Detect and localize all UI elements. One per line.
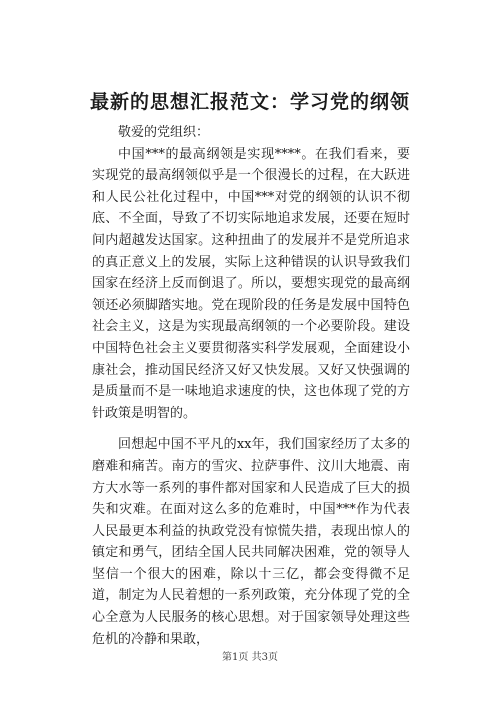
document-body [92, 122, 410, 650]
paragraph-2: 回想起中国不平凡的xx年，我们国家经历了太多的磨难和痛苦。南方的雪灾、拉萨事件、汶川大地震、南方大水等一系列的事件都对国家和人民造成了巨大的损失和灾难。在面对这么多的危难时，中国***作为代表人民最更本利益的执政党没有惊慌失措，表现出惊人的镇定和勇气，团结全国人民共同解决困难，党的领导人坚信一个很大的困难，除以十三亿，都会变得微不足道，制定为人民着想的一系列政策，充分体现了党的全心全意为人民服务的核心思想。对于国家领导处理这些危机的冷静和果敢， [92, 437, 410, 647]
paragraph-1: 中国***的最高纲领是实现****。在我们看来，要实现党的最高纲领似乎是一个很漫长的过程，在大跃进和人民公社化过程中，中国***对党的纲领的认识不彻底、不全面，导致了不切实际地追求发展，还要在短时间内超越发达国家。这种扭曲了的发展并不是党所追求的真正意义上的发展，实际上这种错误的认识导致我们国家在经济上反而倒退了。所以，要想实现党的最高纲领还必须脚踏实地。党在现阶段的任务是发展中国特色社会主义，这是为实现最高纲领的一个必要阶段。建设中国特色社会主义要贯彻落实科学发展观，全面建设小康社会，推动国民经济又好又快发展。又好又快强调的是质量而不是一味地追求速度的快，这也体现了党的方针政策是明智的。 [92, 146, 410, 421]
salutation: 敬爱的党组织： [118, 125, 210, 140]
page-footer: 第1页 共3页 [222, 652, 278, 663]
document-title: 最新的思想汇报范文：学习党的纲领 [89, 91, 410, 113]
